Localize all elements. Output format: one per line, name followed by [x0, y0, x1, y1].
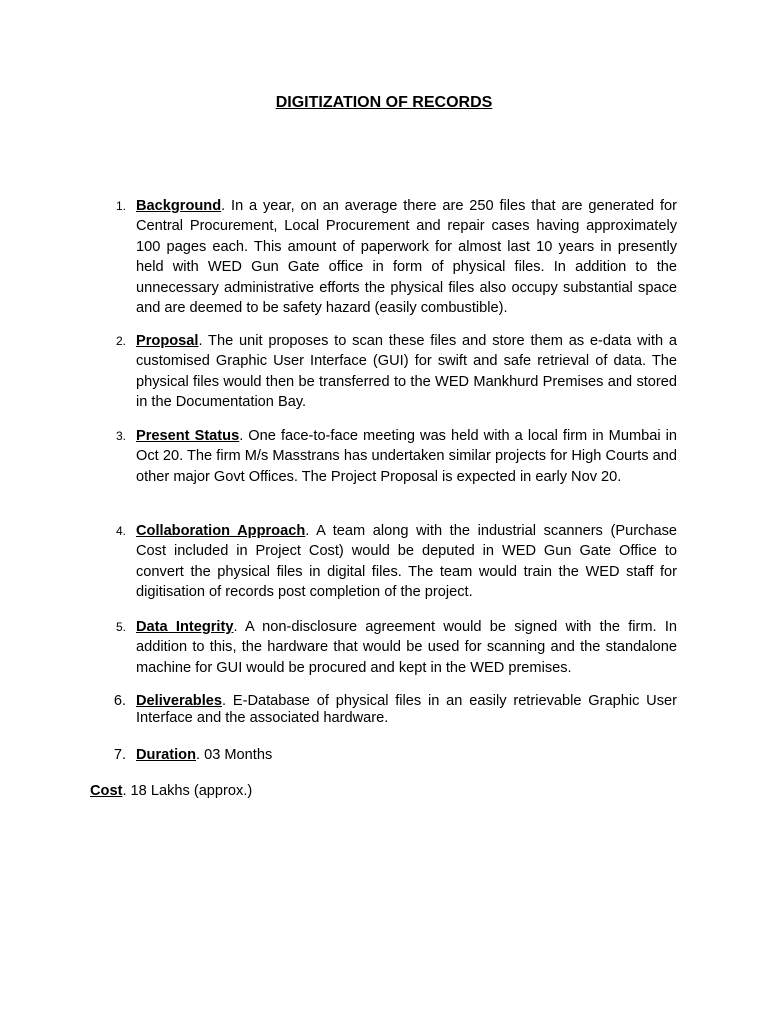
list-item-heading: Present Status: [136, 428, 240, 444]
cost-heading: Cost: [90, 783, 123, 799]
list-item-text: . E-Database of physical files in an easily retrievable Graphic User Interface and the associated hardware.: [136, 693, 677, 726]
list-item-background: [115, 196, 677, 318]
list-item-proposal: [115, 331, 677, 413]
list-item-heading: Background: [136, 198, 222, 214]
list-item-text: . One face-to-face meeting was held with a local firm in Mumbai in Oct 20. The firm M/s Masstrans has undertaken similar projects for High Courts and other major Govt Offices. The Project Proposal is expected in early Nov 20.: [136, 428, 677, 485]
list-item-number: 6.: [113, 693, 126, 709]
list-item-duration: [113, 745, 677, 765]
list-item-text: . The unit proposes to scan these files and store them as e-data with a customised Graphic User Interface (GUI) for swift and safe retrieval of data. The physical files would then be transferred to the WED Mankhurd Premises and stored in the Documentation Bay.: [136, 333, 677, 411]
list-item-number: 5.: [115, 620, 126, 634]
list-item-number: 2.: [115, 334, 126, 348]
list-item-heading: Data Integrity: [136, 619, 234, 635]
list-item-heading: Deliverables: [136, 693, 222, 709]
list-item-text: . A non-disclosure agreement would be signed with the firm. In addition to this, the hardware that would be used for scanning and the standalone machine for GUI would be procured and kept in the WED premises.: [136, 619, 677, 676]
list-item-text: . In a year, on an average there are 250 files that are generated for Central Procurement, Local Procurement and repair cases having approximately 100 pages each. This amount of paperwork for almost last 10 years in presently held with WED Gun Gate office in form of physical files. In addition to the unnecessary administrative efforts the physical files also occupy substantial space and are deemed to be safety hazard (easily combustible).: [136, 198, 677, 317]
list-item-number: 3.: [115, 429, 126, 443]
list-item-present-status: [115, 426, 677, 487]
list-item-number: 7.: [113, 747, 126, 763]
list-item-deliverables: [113, 693, 677, 727]
list-item-heading: Collaboration Approach: [136, 523, 306, 539]
list-item-collaboration-approach: [115, 521, 677, 603]
list-item-text: . 03 Months: [196, 747, 273, 763]
cost-line: [90, 781, 252, 801]
list-item-heading: Duration: [136, 747, 196, 763]
list-item-text: . A team along with the industrial scanners (Purchase Cost included in Project Cost) would be deputed in WED Gun Gate Office to convert the physical files in digital files. The team would train the WED staff for digitisation of records post completion of the project.: [136, 523, 677, 601]
page-title: DIGITIZATION OF RECORDS: [275, 94, 493, 111]
list-item-number: 4.: [115, 524, 126, 538]
list-item-data-integrity: [115, 617, 677, 678]
list-item-heading: Proposal: [136, 333, 199, 349]
cost-text: . 18 Lakhs (approx.): [122, 783, 253, 799]
list-item-number: 1.: [115, 199, 126, 213]
